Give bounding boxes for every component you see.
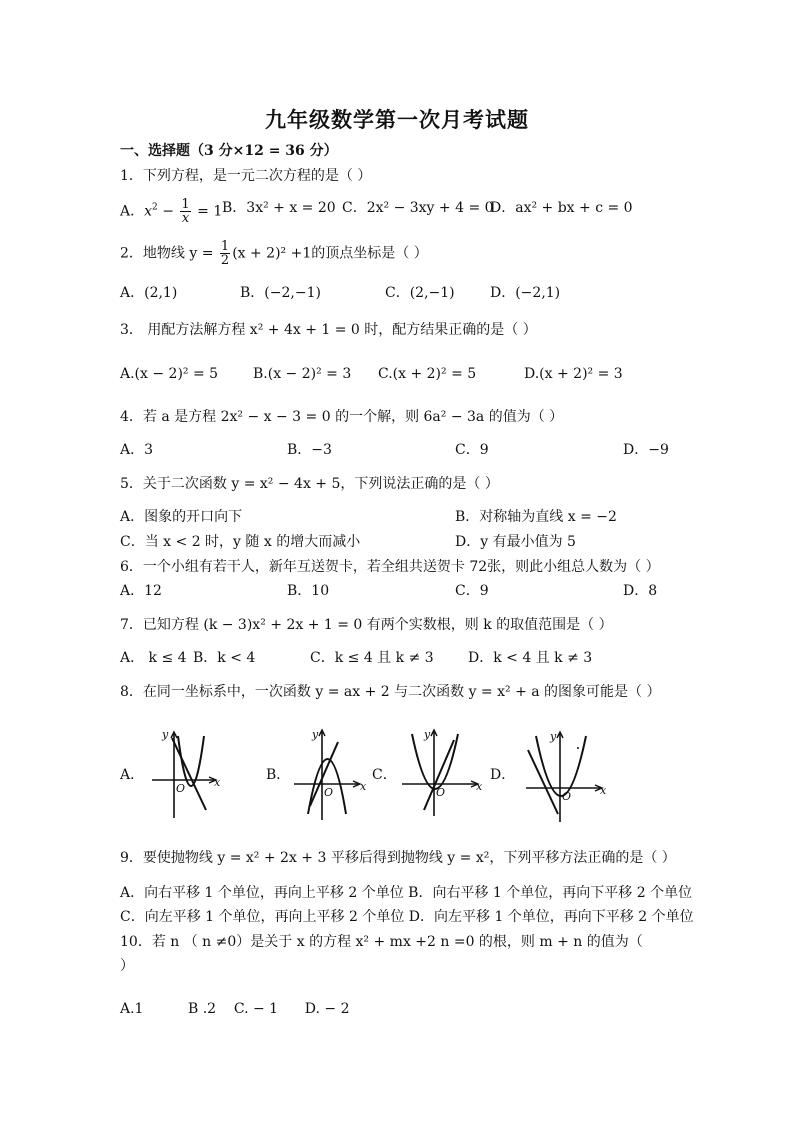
question-10-close: ） xyxy=(120,958,134,974)
question-7: 7．已知方程 (k − 3)x² + 2x + 1 = 0 有两个实数根，则 k 的取值范围是（ ） xyxy=(120,617,613,633)
q2-option-b: B．(−2,−1) xyxy=(240,285,321,301)
q4-option-b: B．−3 xyxy=(287,442,332,458)
q2-option-d: D．(−2,1) xyxy=(490,285,561,301)
q8-graph-d xyxy=(520,726,610,826)
question-3: 3． 用配方法解方程 x² + 4x + 1 = 0 时，配方结果正确的是（ ） xyxy=(120,322,537,338)
q1-option-d: D．ax² + bx + c = 0 xyxy=(490,200,633,216)
q8-option-b-label: B． xyxy=(266,767,291,783)
q3-option-c: C.(x + 2)² = 5 xyxy=(378,366,477,382)
question-9: 9．要使抛物线 y = x² + 2x + 3 平移后得到抛物线 y = x²，下列平移方法正确的是（ ） xyxy=(120,850,676,866)
question-10: 10．若 n （ n ≠0）是关于 x 的方程 x² + mx +2 n =0 的根，则 m + n 的值为（ xyxy=(120,934,643,950)
x-axis-label: x xyxy=(360,780,367,793)
q8-option-c-label: C． xyxy=(372,767,397,783)
q3-option-a: A.(x − 2)² = 5 xyxy=(120,366,219,382)
question-1: 1．下列方程，是一元二次方程的是（ ） xyxy=(120,168,372,184)
y-axis-label: y xyxy=(424,728,431,741)
x-axis-label: x xyxy=(476,780,483,793)
question-6: 6．一个小组有若干人，新年互送贺卡，若全组共送贺卡 72张，则此小组总人数为（ ） xyxy=(120,559,660,575)
q3-option-d: D.(x + 2)² = 3 xyxy=(524,366,623,382)
q4-option-d: D．−9 xyxy=(623,442,669,458)
q8-graph-b xyxy=(288,724,368,824)
q7-option-d: D．k < 4 且 k ≠ 3 xyxy=(468,650,593,666)
origin-label: O xyxy=(324,786,334,799)
y-axis-label: y xyxy=(550,730,557,743)
q6-option-d: D．8 xyxy=(623,583,658,599)
q5-option-c: C．当 x < 2 时，y 随 x 的增大而减小 xyxy=(120,534,361,550)
q7-option-b: B．k < 4 xyxy=(193,650,256,666)
q5-option-d: D．y 有最小值为 5 xyxy=(455,534,576,550)
q6-option-c: C．9 xyxy=(455,583,489,599)
q5-option-b: B．对称轴为直线 x = −2 xyxy=(455,509,617,525)
q3-option-b: B.(x − 2)² = 3 xyxy=(253,366,352,382)
y-axis-label: y xyxy=(312,728,319,741)
q9-options-cd: C．向左平移 1 个单位，再向上平移 2 个单位 D．向左平移 1 个单位，再向下平移 2 个单位 xyxy=(120,909,694,925)
origin-label: O xyxy=(562,790,572,803)
q7-option-c: C．k ≤ 4 且 k ≠ 3 xyxy=(310,650,434,666)
question-4: 4．若 a 是方程 2x² − x − 3 = 0 的一个解，则 6a² − 3a 的值为（ ） xyxy=(120,409,564,425)
q2-option-a: A．(2,1) xyxy=(120,285,178,301)
q1-option-a: A．$x^2$ − $\frac{1}{x}$ = 1 xyxy=(120,197,223,226)
x-axis-label: x xyxy=(600,784,607,797)
q9-options-ab: A．向右平移 1 个单位，再向上平移 2 个单位 B．向右平移 1 个单位，再向下平移 2 个单位 xyxy=(120,885,693,901)
question-2: 2．地物线 y = $\frac{1}{2}$ (x + 2)² +1的顶点坐标是（ ） xyxy=(120,239,428,268)
q1-option-c: C．2x² − 3xy + 4 = 0 xyxy=(342,200,494,216)
question-5: 5．关于二次函数 y = x² − 4x + 5，下列说法正确的是（ ） xyxy=(120,476,499,492)
q4-option-c: C．9 xyxy=(455,442,489,458)
q2-option-c: C．(2,−1) xyxy=(385,285,455,301)
q6-option-b: B．10 xyxy=(287,583,330,599)
x-axis-label: x xyxy=(214,776,221,789)
section-heading: 一、选择题（3 分×12 = 36 分） xyxy=(120,143,338,159)
q8-option-d-label: D． xyxy=(490,767,516,783)
y-axis-label: y xyxy=(162,728,169,741)
page-title: 九年级数学第一次月考试题 xyxy=(265,107,529,132)
origin-label: O xyxy=(436,786,446,799)
q5-option-a: A．图象的开口向下 xyxy=(120,509,243,525)
q8-graph-a xyxy=(148,726,224,822)
q7-option-a: A． k ≤ 4 xyxy=(120,650,187,666)
question-8: 8．在同一坐标系中，一次函数 y = ax + 2 与二次函数 y = x² + a 的图象可能是（ ） xyxy=(120,684,661,700)
q4-option-a: A．3 xyxy=(120,442,154,458)
q1-option-b: B．3x² + x = 20 xyxy=(222,200,336,216)
q10-options: A.1 B .2 C. − 1 D. − 2 xyxy=(120,1001,350,1017)
q6-option-a: A．12 xyxy=(120,583,162,599)
q8-graph-c xyxy=(398,724,486,820)
q8-option-a-label: A． xyxy=(120,767,145,783)
origin-label: O xyxy=(176,782,186,795)
